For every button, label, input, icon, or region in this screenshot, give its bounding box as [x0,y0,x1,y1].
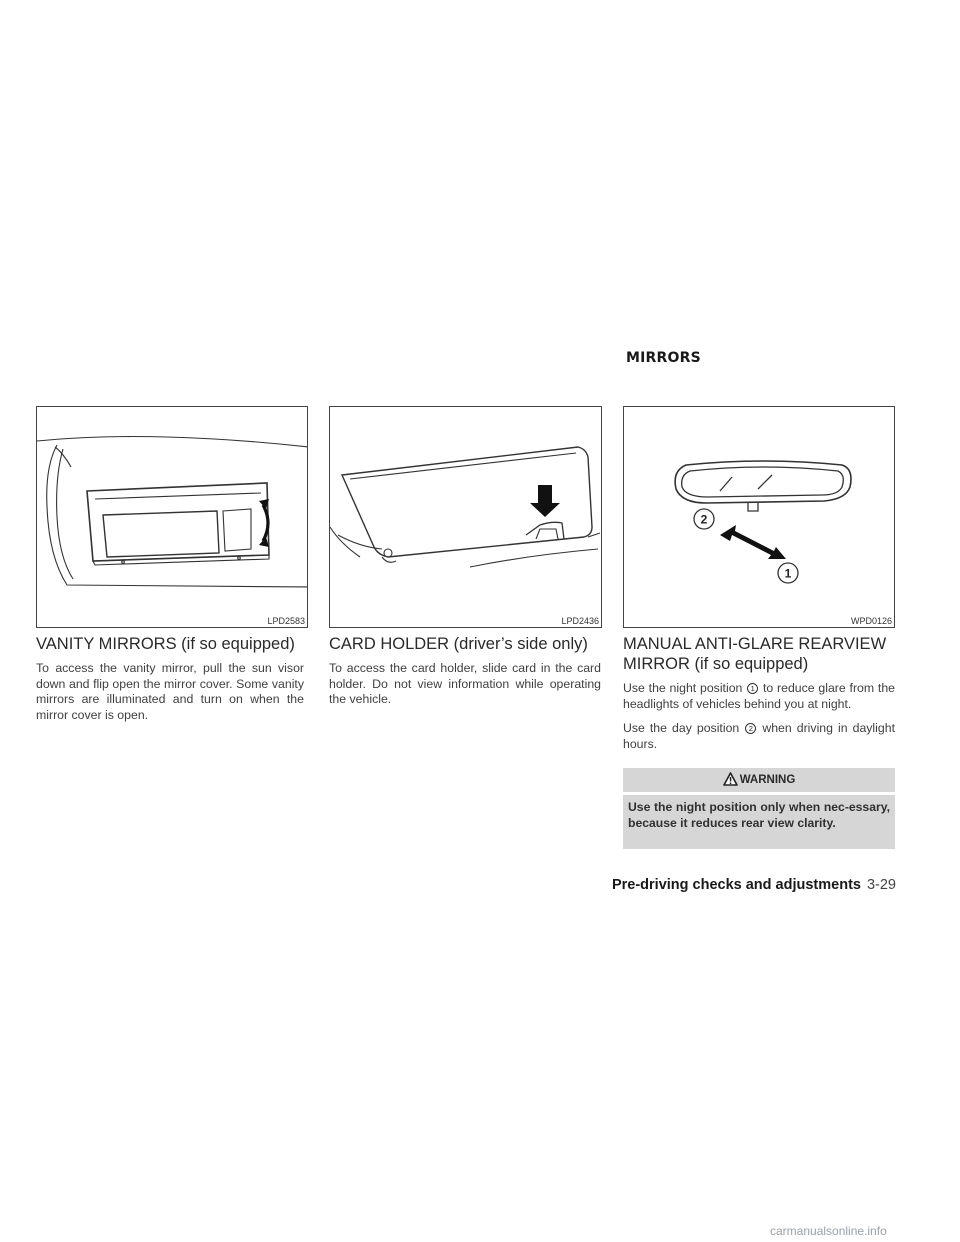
card-holder-figure [329,406,602,628]
footer-chapter-title: Pre-driving checks and adjustments [611,877,861,893]
night-text-before: Use the night position [623,681,743,695]
card-holder-section [329,634,601,717]
watermark: carmanualsonline.info [770,1224,887,1238]
section-title: MIRRORS [626,350,701,366]
rearview-mirror-figure [623,406,895,628]
warning-header [623,768,895,792]
vanity-mirror-figure [36,406,308,628]
figure-code: LPD2436 [561,616,599,626]
warning-body: Use the night position only when nec-essary, because it reduces rear view clarity. [623,795,895,849]
callout-2: 2 [700,512,708,527]
anti-glare-heading-line1: MANUAL ANTI-GLARE REARVIEW [623,635,887,653]
anti-glare-section [623,634,895,761]
vanity-mirror-illustration [37,407,308,628]
warning-icon [723,772,738,786]
day-text-after: when driving in daylight hours. [623,721,895,751]
day-position-marker: 2 [745,723,756,734]
page-footer [562,877,896,893]
page-number: 3-29 [866,877,896,893]
callout-1: 1 [784,566,792,581]
vanity-body: To access the vanity mirror, pull the sun visor down and flip open the mirror cover. Some vanity mirrors are illuminated and turn on when the mirror cover is open. [36,661,304,722]
night-position-paragraph [623,681,895,712]
day-position-paragraph [623,721,895,752]
card-holder-illustration [330,407,602,628]
warning-title: WARNING [739,774,796,786]
figure-code: WPD0126 [850,616,892,626]
vanity-heading: VANITY MIRRORS (if so equipped) [36,635,295,653]
rearview-mirror-illustration [624,407,895,628]
vanity-mirrors-section [36,634,304,732]
night-text-after: to reduce glare from the headlights of vehicles behind you at night. [623,681,896,711]
night-position-marker: 1 [747,683,758,694]
anti-glare-heading [623,634,895,674]
anti-glare-heading-line2: MIRROR (if so equipped) [623,655,809,673]
day-text-before: Use the day position [623,721,740,736]
card-holder-heading: CARD HOLDER (driver’s side only) [329,635,588,653]
card-holder-body: To access the card holder, slide card in the card holder. Do not view information while operating the vehicle. [329,661,601,707]
figure-code: LPD2583 [267,616,305,626]
